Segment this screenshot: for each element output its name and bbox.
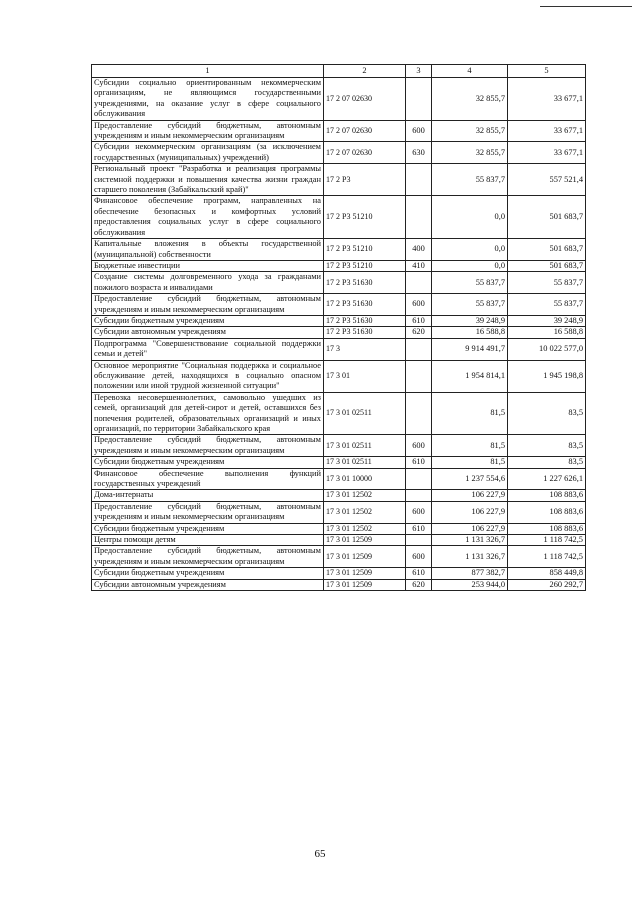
row-name: Дома-интернаты xyxy=(92,490,324,501)
row-value-col5: 83,5 xyxy=(508,435,586,457)
row-expense-type: 620 xyxy=(406,327,432,338)
row-expense-type: 610 xyxy=(406,457,432,468)
row-code: 17 2 P3 51210 xyxy=(324,196,406,239)
row-name: Основное мероприятие "Социальная поддержка и социальное обслуживание детей, находящихся в социально опасном положении или иной трудной жизненной ситуации" xyxy=(92,360,324,392)
row-expense-type: 600 xyxy=(406,501,432,523)
row-name: Центры помощи детям xyxy=(92,535,324,546)
table-row xyxy=(92,260,586,271)
row-expense-type: 600 xyxy=(406,120,432,142)
row-name: Подпрограмма "Совершенствование социальной поддержки семьи и детей" xyxy=(92,338,324,360)
row-value-col5: 1 227 626,1 xyxy=(508,468,586,490)
row-code: 17 2 P3 51630 xyxy=(324,327,406,338)
row-code: 17 2 P3 51630 xyxy=(324,315,406,326)
row-expense-type xyxy=(406,468,432,490)
row-expense-type: 410 xyxy=(406,260,432,271)
row-code: 17 3 01 12509 xyxy=(324,568,406,579)
row-value-col4: 81,5 xyxy=(432,435,508,457)
row-value-col4: 55 837,7 xyxy=(432,272,508,294)
row-value-col5: 108 883,6 xyxy=(508,501,586,523)
row-value-col5: 501 683,7 xyxy=(508,260,586,271)
row-code: 17 2 P3 51630 xyxy=(324,272,406,294)
row-value-col5: 557 521,4 xyxy=(508,164,586,196)
row-value-col4: 0,0 xyxy=(432,260,508,271)
table-row xyxy=(92,120,586,142)
row-name: Субсидии бюджетным учреждениям xyxy=(92,315,324,326)
row-name: Предоставление субсидий бюджетным, автономным учреждениям и иным некоммерческим организациям xyxy=(92,294,324,316)
row-expense-type: 610 xyxy=(406,568,432,579)
row-value-col5: 83,5 xyxy=(508,392,586,435)
table-row xyxy=(92,327,586,338)
row-code: 17 3 01 02511 xyxy=(324,392,406,435)
row-code: 17 3 01 xyxy=(324,360,406,392)
row-expense-type: 630 xyxy=(406,142,432,164)
row-expense-type: 400 xyxy=(406,239,432,261)
row-code: 17 2 P3 51630 xyxy=(324,294,406,316)
row-name: Предоставление субсидий бюджетным, автономным учреждениям и иным некоммерческим организациям xyxy=(92,120,324,142)
table-row xyxy=(92,501,586,523)
row-value-col5: 501 683,7 xyxy=(508,196,586,239)
row-code: 17 2 07 02630 xyxy=(324,142,406,164)
table-row xyxy=(92,239,586,261)
row-value-col5: 1 118 742,5 xyxy=(508,535,586,546)
row-expense-type xyxy=(406,78,432,121)
row-name: Перевозка несовершеннолетних, самовольно ушедших из семей, организаций для детей-сирот и детей, оставшихся без попечения родителей, образовательных организаций и иных организаций, по территории Забайкальского края xyxy=(92,392,324,435)
row-code: 17 2 P3 51210 xyxy=(324,239,406,261)
row-expense-type xyxy=(406,360,432,392)
row-value-col5: 55 837,7 xyxy=(508,272,586,294)
row-value-col5: 260 292,7 xyxy=(508,579,586,590)
row-value-col4: 1 131 326,7 xyxy=(432,546,508,568)
row-value-col4: 32 855,7 xyxy=(432,142,508,164)
row-value-col4: 253 944,0 xyxy=(432,579,508,590)
row-value-col4: 39 248,9 xyxy=(432,315,508,326)
row-value-col5: 83,5 xyxy=(508,457,586,468)
row-code: 17 3 01 12509 xyxy=(324,535,406,546)
row-value-col4: 81,5 xyxy=(432,457,508,468)
table-row xyxy=(92,294,586,316)
table-row xyxy=(92,78,586,121)
row-expense-type: 600 xyxy=(406,294,432,316)
table-row xyxy=(92,579,586,590)
header-rule xyxy=(540,6,632,7)
row-value-col4: 106 227,9 xyxy=(432,501,508,523)
row-code: 17 3 01 12502 xyxy=(324,501,406,523)
row-code: 17 2 P3 xyxy=(324,164,406,196)
row-value-col5: 33 677,1 xyxy=(508,142,586,164)
row-code: 17 3 01 10000 xyxy=(324,468,406,490)
row-value-col5: 16 588,8 xyxy=(508,327,586,338)
row-name: Субсидии бюджетным учреждениям xyxy=(92,568,324,579)
row-expense-type: 600 xyxy=(406,546,432,568)
row-expense-type: 600 xyxy=(406,435,432,457)
row-value-col4: 0,0 xyxy=(432,239,508,261)
table-row xyxy=(92,272,586,294)
row-name: Создание системы долговременного ухода за гражданами пожилого возраста и инвалидами xyxy=(92,272,324,294)
table-row xyxy=(92,164,586,196)
row-value-col5: 858 449,8 xyxy=(508,568,586,579)
row-value-col4: 1 954 814,1 xyxy=(432,360,508,392)
row-expense-type: 610 xyxy=(406,315,432,326)
table-row xyxy=(92,315,586,326)
row-value-col5: 33 677,1 xyxy=(508,78,586,121)
row-expense-type xyxy=(406,164,432,196)
row-value-col4: 32 855,7 xyxy=(432,78,508,121)
table-row xyxy=(92,568,586,579)
row-name: Субсидии социально ориентированным некоммерческим организациям, не являющимся государственными учреждениями, на оказание услуг в сфере социального обслуживания xyxy=(92,78,324,121)
row-value-col4: 1 131 326,7 xyxy=(432,535,508,546)
row-expense-type xyxy=(406,272,432,294)
table-body xyxy=(92,78,586,591)
column-header: 3 xyxy=(406,65,432,78)
row-name: Бюджетные инвестиции xyxy=(92,260,324,271)
row-value-col5: 10 022 577,0 xyxy=(508,338,586,360)
table-row xyxy=(92,435,586,457)
row-name: Субсидии некоммерческим организациям (за исключением государственных (муниципальных) учреждений) xyxy=(92,142,324,164)
table-row xyxy=(92,392,586,435)
row-name: Субсидии автономным учреждениям xyxy=(92,327,324,338)
table-row xyxy=(92,360,586,392)
row-value-col5: 108 883,6 xyxy=(508,523,586,534)
table-row xyxy=(92,142,586,164)
row-value-col5: 108 883,6 xyxy=(508,490,586,501)
row-expense-type xyxy=(406,392,432,435)
column-header: 2 xyxy=(324,65,406,78)
column-header: 5 xyxy=(508,65,586,78)
row-value-col4: 106 227,9 xyxy=(432,490,508,501)
row-name: Субсидии бюджетным учреждениям xyxy=(92,457,324,468)
row-code: 17 2 07 02630 xyxy=(324,78,406,121)
column-header: 4 xyxy=(432,65,508,78)
row-value-col4: 877 382,7 xyxy=(432,568,508,579)
row-value-col4: 32 855,7 xyxy=(432,120,508,142)
budget-table xyxy=(91,64,586,591)
table-row xyxy=(92,196,586,239)
row-value-col5: 55 837,7 xyxy=(508,294,586,316)
column-header: 1 xyxy=(92,65,324,78)
page-number: 65 xyxy=(314,848,326,860)
row-value-col4: 106 227,9 xyxy=(432,523,508,534)
row-expense-type xyxy=(406,490,432,501)
row-name: Предоставление субсидий бюджетным, автономным учреждениям и иным некоммерческим организациям xyxy=(92,435,324,457)
row-value-col4: 81,5 xyxy=(432,392,508,435)
row-value-col5: 1 118 742,5 xyxy=(508,546,586,568)
row-value-col5: 501 683,7 xyxy=(508,239,586,261)
row-value-col4: 55 837,7 xyxy=(432,164,508,196)
table-row xyxy=(92,523,586,534)
row-value-col5: 1 945 198,8 xyxy=(508,360,586,392)
table-row xyxy=(92,468,586,490)
row-expense-type xyxy=(406,196,432,239)
row-expense-type: 620 xyxy=(406,579,432,590)
table-row xyxy=(92,535,586,546)
row-code: 17 3 01 02511 xyxy=(324,435,406,457)
row-value-col4: 16 588,8 xyxy=(432,327,508,338)
row-code: 17 3 01 12502 xyxy=(324,490,406,501)
row-value-col5: 33 677,1 xyxy=(508,120,586,142)
row-name: Финансовое обеспечение программ, направленных на обеспечение безопасных и комфортных условий предоставления социальных услуг в сфере социального обслуживания xyxy=(92,196,324,239)
row-expense-type xyxy=(406,535,432,546)
row-code: 17 2 P3 51210 xyxy=(324,260,406,271)
row-name: Субсидии автономным учреждениям xyxy=(92,579,324,590)
table-row xyxy=(92,338,586,360)
row-value-col4: 55 837,7 xyxy=(432,294,508,316)
column-number-row xyxy=(92,65,586,78)
row-name: Региональный проект "Разработка и реализация программы системной поддержки и повышения качества жизни граждан старшего поколения (Забайкальский край)" xyxy=(92,164,324,196)
table-row xyxy=(92,457,586,468)
row-code: 17 3 01 02511 xyxy=(324,457,406,468)
row-value-col4: 0,0 xyxy=(432,196,508,239)
row-code: 17 3 xyxy=(324,338,406,360)
row-code: 17 3 01 12509 xyxy=(324,546,406,568)
row-name: Предоставление субсидий бюджетным, автономным учреждениям и иным некоммерческим организациям xyxy=(92,501,324,523)
row-expense-type xyxy=(406,338,432,360)
row-value-col4: 9 914 491,7 xyxy=(432,338,508,360)
row-code: 17 3 01 12509 xyxy=(324,579,406,590)
table-row xyxy=(92,546,586,568)
table-row xyxy=(92,490,586,501)
row-name: Предоставление субсидий бюджетным, автономным учреждениям и иным некоммерческим организациям xyxy=(92,546,324,568)
row-expense-type: 610 xyxy=(406,523,432,534)
row-name: Субсидии бюджетным учреждениям xyxy=(92,523,324,534)
row-name: Капитальные вложения в объекты государственной (муниципальной) собственности xyxy=(92,239,324,261)
row-value-col5: 39 248,9 xyxy=(508,315,586,326)
row-value-col4: 1 237 554,6 xyxy=(432,468,508,490)
row-code: 17 2 07 02630 xyxy=(324,120,406,142)
row-code: 17 3 01 12502 xyxy=(324,523,406,534)
row-name: Финансовое обеспечение выполнения функций государственных учреждений xyxy=(92,468,324,490)
